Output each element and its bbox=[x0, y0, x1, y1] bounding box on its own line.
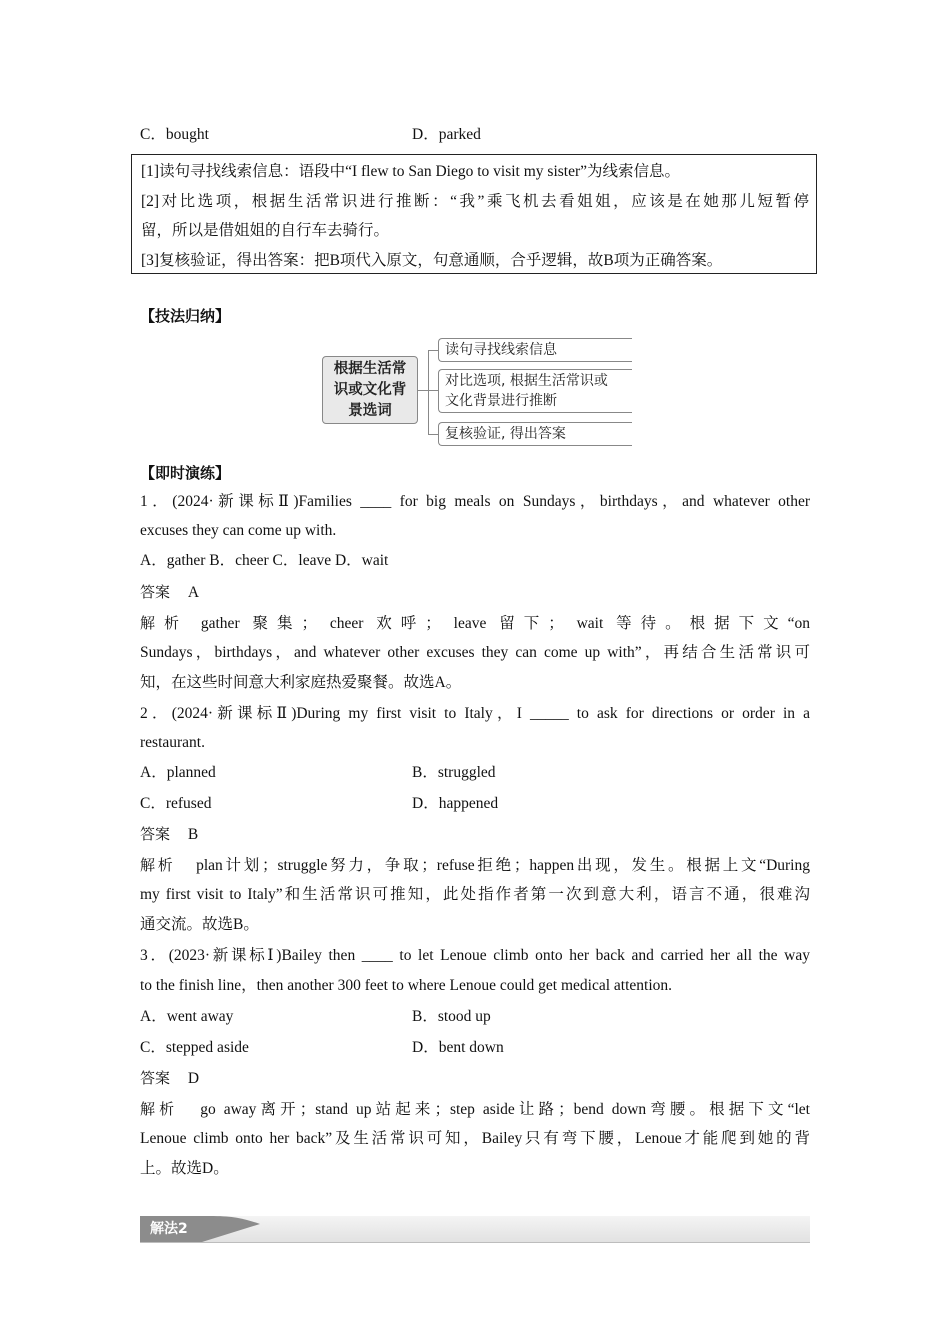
analysis-step-2-line-1: [2]对比选项，根据生活常识进行推断：“我”乘飞机去看姐姐，应该是在她那儿短暂停 bbox=[141, 192, 809, 210]
answer-label: 答案 bbox=[140, 825, 171, 843]
diagram-node-verify-text: 复核验证, 得出答案 bbox=[445, 426, 566, 442]
diagram-node-clue bbox=[438, 338, 632, 362]
diagram-root-line-1: 根据生活常 bbox=[333, 361, 407, 377]
question-3-analysis-line-2: Lenoue climb onto her back”及生活常识可知，Bailey只有弯下腰，Lenoue才能爬到她的背 bbox=[140, 1130, 810, 1147]
diagram-node-compare-line-2: 文化背景进行推断 bbox=[445, 393, 557, 409]
option-d: D．happened bbox=[412, 795, 499, 812]
question-3-analysis-line-1 bbox=[140, 1098, 810, 1121]
analysis-step-3: [3]复核验证，得出答案：把B项代入原文，句意通顺，合乎逻辑，故B项为正确答案。 bbox=[141, 251, 723, 269]
question-3-answer bbox=[140, 1067, 199, 1090]
option-a: A．went away bbox=[140, 1008, 234, 1025]
diagram-node-compare bbox=[438, 369, 632, 413]
option-b: B．stood up bbox=[412, 1008, 491, 1025]
diagram-root-line-2: 识或文化背 bbox=[333, 382, 407, 398]
option-c: C．stepped aside bbox=[140, 1039, 249, 1056]
analysis-text: plan计划；struggle努力，争取；refuse拒绝；happen出现，发生。根据上文“During bbox=[196, 857, 810, 874]
question-2-analysis-line-3: 通交流。故选B。 bbox=[140, 916, 259, 933]
question-2-analysis-line-1 bbox=[140, 854, 810, 877]
answer-value: A bbox=[187, 584, 200, 601]
analysis-text: go away离开；stand up站起来；step aside让路；bend down弯腰。根据下文“let bbox=[200, 1101, 810, 1118]
diagram-connector bbox=[428, 350, 429, 434]
analysis-box bbox=[131, 154, 817, 274]
question-2-stem-line-2: restaurant. bbox=[140, 734, 205, 751]
answer-label: 答案 bbox=[140, 1069, 171, 1087]
question-3-stem-line-2: to the finish line，then another 300 feet to where Lenoue could get medical attention. bbox=[140, 977, 672, 994]
option-row-cd bbox=[140, 124, 481, 146]
question-1-analysis-line-1 bbox=[140, 612, 810, 635]
analysis-step-2-line-2: 留，所以是借姐姐的自行车去骑行。 bbox=[141, 222, 390, 239]
section-tab-curve bbox=[202, 1216, 262, 1242]
diagram-node-verify bbox=[438, 422, 632, 446]
diagram-connector bbox=[428, 390, 438, 391]
analysis-label: 解析 bbox=[140, 614, 188, 632]
analysis-step-1: [1]读句寻找线索信息：语段中“I flew to San Diego to visit my sister”为线索信息。 bbox=[141, 163, 681, 180]
question-1-stem-line-2: excuses they can come up with. bbox=[140, 522, 337, 539]
option-b: B．struggled bbox=[412, 764, 496, 781]
section-tab bbox=[140, 1216, 202, 1242]
section-tab-label: 解法2 bbox=[150, 1221, 188, 1237]
question-3-analysis-line-3: 上。故选D。 bbox=[140, 1160, 229, 1177]
question-3-options-cd bbox=[140, 1037, 504, 1059]
question-2-stem-line-1: 2．(2024·新课标Ⅱ)During my first visit to Italy，I _____ to ask for directions or order in a bbox=[140, 705, 810, 722]
diagram-connector bbox=[418, 390, 428, 391]
section-header-bar bbox=[140, 1216, 810, 1243]
option-a: A．planned bbox=[140, 764, 216, 781]
diagram-node-clue-text: 读句寻找线索信息 bbox=[445, 342, 557, 358]
analysis-label: 解析 bbox=[140, 856, 176, 874]
question-3-stem-line-1: 3．(2023·新课标Ⅰ)Bailey then ____ to let Lenoue climb onto her back and carried her all the way bbox=[140, 947, 810, 964]
diagram-root-line-3: 景选词 bbox=[348, 403, 392, 419]
method-diagram bbox=[322, 337, 632, 449]
option-c: C．refused bbox=[140, 795, 212, 812]
question-1-answer bbox=[140, 581, 199, 604]
question-2-answer bbox=[140, 823, 198, 846]
practice-heading: 【即时演练】 bbox=[140, 464, 231, 482]
answer-value: D bbox=[187, 1070, 200, 1087]
analysis-label: 解析 bbox=[140, 1100, 179, 1118]
diagram-root-node bbox=[322, 356, 418, 424]
question-3-options-ab bbox=[140, 1006, 491, 1028]
question-2-analysis-line-2: my first visit to Italy”和生活常识可推知，此处指作者第一次到意大利，语言不通，很难沟 bbox=[140, 886, 810, 903]
diagram-connector bbox=[428, 434, 438, 435]
question-1-stem-line-1: 1．(2024·新课标Ⅱ)Families ____ for big meals on Sundays，birthdays，and whatever other bbox=[140, 493, 810, 510]
option-d: D．parked bbox=[412, 126, 481, 143]
option-d: D．bent down bbox=[412, 1039, 504, 1056]
answer-value: B bbox=[187, 826, 199, 843]
question-1-analysis-line-2: Sundays，birthdays，and whatever other excuses they can come up with”，再结合生活常识可 bbox=[140, 644, 810, 661]
analysis-text: gather 聚集； cheer 欢呼； leave 留下； wait 等待。根据下文“on bbox=[200, 615, 810, 632]
answer-label: 答案 bbox=[140, 583, 171, 601]
question-1-options: A．gather B．cheer C．leave D．wait bbox=[140, 552, 389, 569]
option-c: C．bought bbox=[140, 126, 209, 143]
diagram-connector bbox=[428, 350, 438, 351]
question-1-analysis-line-3: 知，在这些时间意大利家庭热爱聚餐。故选A。 bbox=[140, 674, 462, 691]
diagram-node-compare-line-1: 对比选项, 根据生活常识或 bbox=[445, 373, 608, 389]
summary-heading: 【技法归纳】 bbox=[140, 307, 231, 325]
question-2-options-ab bbox=[140, 762, 496, 784]
question-2-options-cd bbox=[140, 793, 499, 815]
